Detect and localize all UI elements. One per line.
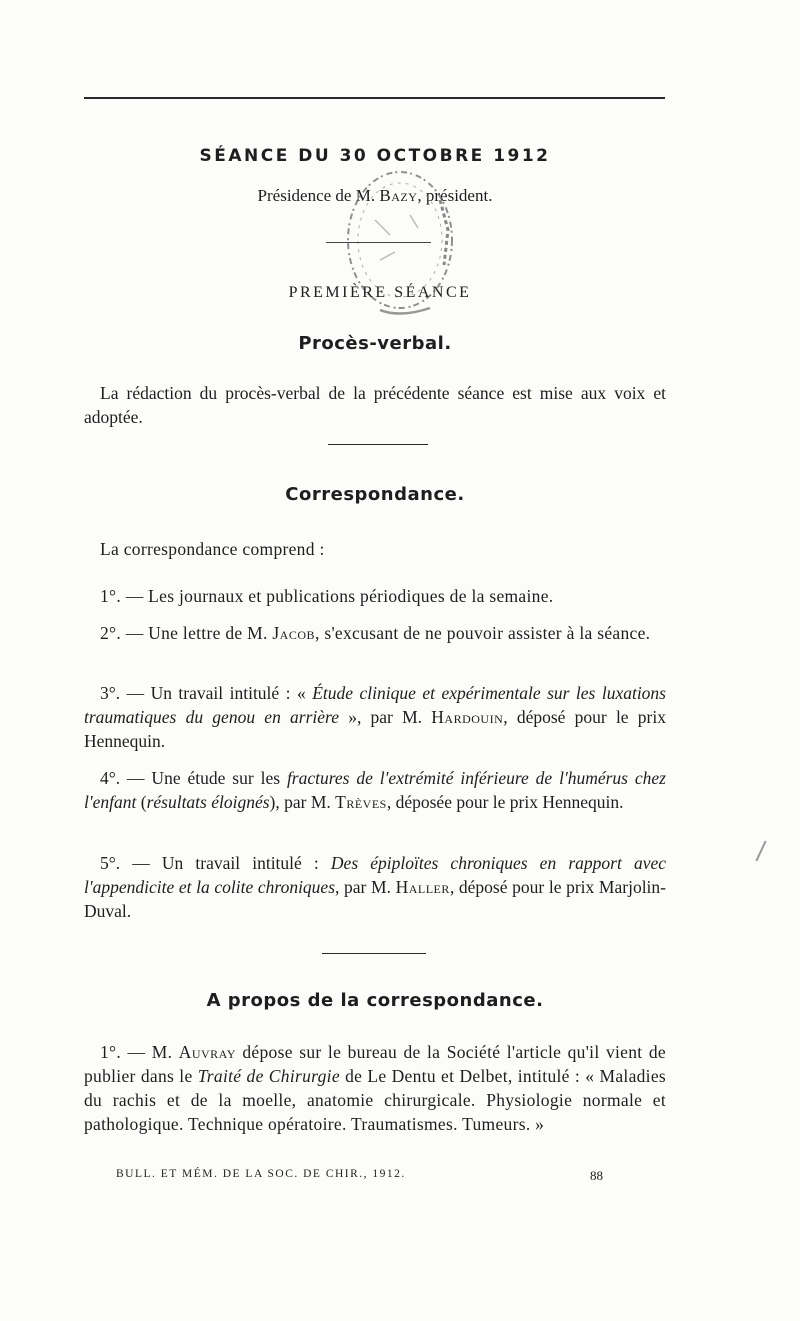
item-number: 2°. <box>100 623 122 643</box>
correspondance-item-2 <box>84 621 666 645</box>
author-name: Jacob <box>272 623 315 643</box>
author-name: Auvray <box>178 1042 236 1062</box>
item-text: », par M. <box>338 707 432 727</box>
item-text: , déposé pour le prix Hennequin. <box>84 707 666 751</box>
correspondance-item-3 <box>84 681 666 753</box>
author-name: Hardouin <box>431 707 504 727</box>
item-text: — Un travail intitulé : <box>120 853 331 873</box>
correspondance-item-1 <box>84 584 666 608</box>
item-text: — Un travail intitulé : « <box>120 683 313 703</box>
item-text: — M. <box>121 1042 179 1062</box>
author-name: Haller <box>395 877 450 897</box>
item-number: 5°. <box>100 853 121 873</box>
margin-mark <box>755 841 766 862</box>
top-rule <box>84 97 665 99</box>
item-text: ), par M. <box>269 792 336 812</box>
item-text: — Une étude sur les <box>120 768 287 788</box>
a-propos-item-1 <box>84 1040 666 1136</box>
author-name: Trèves <box>335 792 387 812</box>
correspondance-item-5 <box>84 851 666 923</box>
work-title: Étude clinique et expérimentale sur les luxations traumatiques du genou en arrière <box>84 683 666 727</box>
presidence-prefix: Présidence de M. <box>257 186 376 205</box>
presidence-suffix: , président. <box>417 186 493 205</box>
a-propos-title: A propos de la correspondance. <box>206 990 544 1011</box>
item-number: 1°. <box>100 586 122 606</box>
item-text: de Le Dentu et Delbet, intitulé : « Maladies du rachis et de la moelle, anatomie chirurgicale. Physiologie normale et pathologique. Technique opératoire. Traumatismes. Tumeurs. » <box>84 1066 667 1134</box>
item-number: 3°. <box>100 683 121 703</box>
item-text: dépose sur le bureau de la Société l'article qu'il vient de publier dans le <box>84 1042 666 1086</box>
correspondance-title: Correspondance. <box>285 484 465 505</box>
work-title: fractures de l'extrémité inférieure de l'humérus chez l'enfant <box>84 768 666 812</box>
item-text: — Les journaux et publications périodiques de la semaine. <box>121 586 554 606</box>
item-text: ( <box>136 792 147 812</box>
work-subtitle: résultats éloignés <box>146 792 270 812</box>
seance-title: SÉANCE DU 30 OCTOBRE 1912 <box>199 146 551 166</box>
item-text: — Une lettre de M. <box>121 623 273 643</box>
item-number: 1°. <box>100 1042 122 1062</box>
page-number: 88 <box>590 1168 603 1183</box>
correspondance-item-4 <box>84 766 666 814</box>
president-name: Bazy <box>379 186 418 205</box>
stamp-rule <box>326 242 431 243</box>
proces-verbal-text: La rédaction du procès-verbal de la précédente séance est mise aux voix et adoptée. <box>84 383 666 427</box>
footer-citation: BULL. ET MÉM. DE LA SOC. DE CHIR., 1912. <box>116 1168 406 1180</box>
premiere-seance: PREMIÈRE SÉANCE <box>288 284 472 301</box>
work-title: Des épiploïtes chroniques en rapport avec l'appendicite et la colite chroniques <box>84 853 666 897</box>
section-divider <box>322 953 426 954</box>
item-text: , déposée pour le prix Hennequin. <box>386 792 624 812</box>
correspondance-intro: La correspondance comprend : <box>100 539 325 559</box>
proces-verbal-title: Procès-verbal. <box>298 333 452 354</box>
item-text: , par M. <box>335 877 396 897</box>
item-number: 4°. <box>100 768 121 788</box>
item-text: , déposé pour le prix Marjolin-Duval. <box>84 877 666 921</box>
work-title: Traité de Chirurgie <box>197 1066 340 1086</box>
item-text: , s'excusant de ne pouvoir assister à la séance. <box>315 623 651 643</box>
section-divider <box>328 444 428 445</box>
